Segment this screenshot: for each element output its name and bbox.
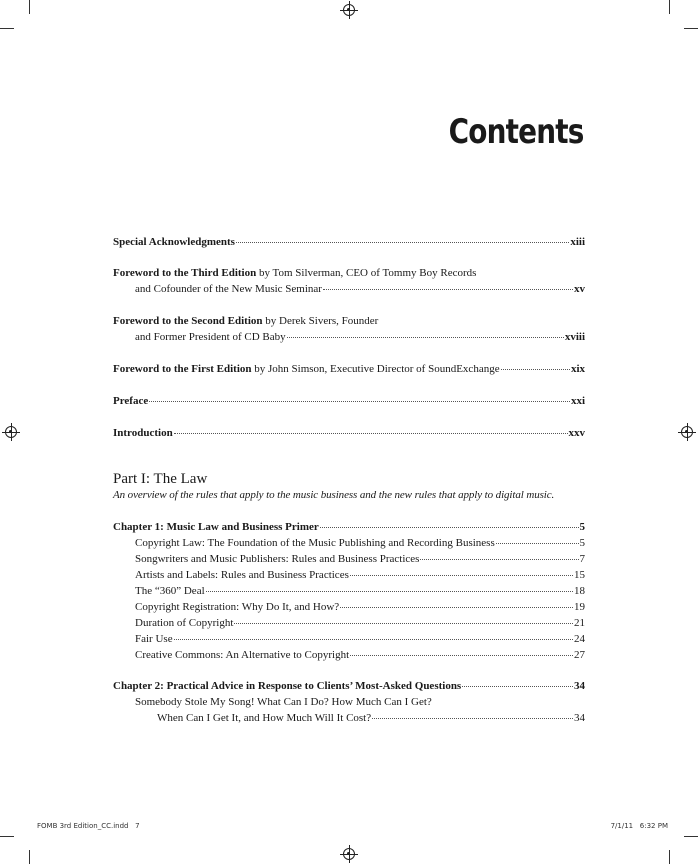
slug-file-info: FOMB 3rd Edition_CC.indd 7 — [37, 822, 140, 830]
section-title-continuation: When Can I Get It, and How Much Will It Cost? — [157, 712, 372, 724]
crop-mark — [669, 0, 670, 14]
section-title: Creative Commons: An Alternative to Copyright — [135, 649, 350, 661]
chapter-1 — [113, 519, 585, 663]
entry-title: Introduction — [113, 427, 173, 439]
section-title: Copyright Registration: Why Do It, and How? — [135, 601, 340, 613]
crop-mark — [29, 0, 30, 14]
registration-mark-icon — [343, 848, 355, 860]
page-number: 21 — [574, 617, 585, 629]
front-matter-list — [113, 425, 585, 441]
toc-entry[interactable] — [113, 393, 585, 409]
dot-leader — [234, 623, 573, 624]
page-number: xviii — [564, 331, 585, 343]
registration-mark-icon — [343, 4, 355, 16]
section-entry[interactable] — [113, 535, 585, 551]
part-subtitle: An overview of the rules that apply to the music business and the new rules that apply to digital music. — [113, 489, 555, 501]
page-number: xxv — [568, 427, 585, 439]
section-entry[interactable] — [113, 631, 585, 647]
crop-mark — [29, 850, 30, 864]
chapter-entry[interactable] — [113, 678, 585, 694]
section-entry[interactable] — [113, 710, 585, 726]
page-number: 34 — [574, 680, 585, 692]
entry-title: Foreword to the Second Edition — [113, 315, 263, 327]
section-entry[interactable] — [113, 583, 585, 599]
front-matter-list — [113, 234, 585, 250]
dot-leader — [462, 686, 573, 687]
chapter-entry[interactable] — [113, 519, 585, 535]
dot-leader — [420, 559, 578, 560]
toc-entry-line[interactable] — [113, 313, 585, 329]
front-matter-list — [113, 361, 585, 377]
page-number: 7 — [579, 553, 585, 565]
crop-mark — [0, 28, 14, 29]
dot-leader — [350, 655, 573, 656]
section-title: Somebody Stole My Song! What Can I Do? How Much Can I Get? — [135, 696, 432, 708]
page-number: 34 — [574, 712, 585, 724]
section-entry[interactable] — [113, 647, 585, 663]
crop-mark — [684, 28, 698, 29]
entry-byline: by Tom Silverman, CEO of Tommy Boy Records — [256, 267, 477, 279]
chapter-2 — [113, 678, 585, 726]
dot-leader — [320, 527, 579, 528]
page-title: Contents — [449, 112, 584, 152]
dot-leader — [350, 575, 573, 576]
page-number: 27 — [574, 649, 585, 661]
dot-leader — [287, 337, 564, 338]
crop-mark — [0, 836, 14, 837]
page-number: xv — [574, 283, 585, 295]
dot-leader — [501, 369, 570, 370]
entry-title: Foreword to the First Edition — [113, 363, 252, 375]
toc-entry[interactable] — [113, 281, 585, 297]
entry-title: Preface — [113, 395, 149, 407]
part-title: Part I: The Law — [113, 471, 208, 487]
toc-entry-line[interactable] — [113, 265, 585, 281]
section-entry[interactable] — [113, 551, 585, 567]
toc-entry[interactable] — [113, 361, 585, 377]
page-number: xix — [570, 363, 585, 375]
section-title: Duration of Copyright — [135, 617, 234, 629]
page-number: 5 — [579, 521, 585, 533]
dot-leader — [174, 433, 568, 434]
page-number: 15 — [574, 569, 585, 581]
front-matter-list — [113, 265, 585, 297]
part-heading — [113, 470, 585, 502]
entry-byline: by Derek Sivers, Founder — [262, 315, 379, 327]
section-title: Songwriters and Music Publishers: Rules and Business Practices — [135, 553, 420, 565]
registration-mark-icon — [5, 426, 17, 438]
entry-continuation: and Former President of CD Baby — [135, 331, 286, 343]
section-title: The “360” Deal — [135, 585, 205, 597]
page-number: 24 — [574, 633, 585, 645]
entry-continuation: and Cofounder of the New Music Seminar — [135, 283, 322, 295]
dot-leader — [206, 591, 573, 592]
slug-timestamp: 7/1/11 6:32 PM — [610, 822, 668, 830]
section-title: Fair Use — [135, 633, 173, 645]
dot-leader — [174, 639, 573, 640]
toc-entry[interactable] — [113, 234, 585, 250]
page-number: 18 — [574, 585, 585, 597]
registration-mark-icon — [681, 426, 693, 438]
dot-leader — [372, 718, 573, 719]
chapter-title: Chapter 2: Practical Advice in Response to Clients’ Most-Asked Questions — [113, 680, 462, 692]
entry-title: Special Acknowledgments — [113, 236, 235, 248]
dot-leader — [149, 401, 570, 402]
toc-entry[interactable] — [113, 425, 585, 441]
crop-mark — [669, 850, 670, 864]
page-number: 5 — [579, 537, 585, 549]
dot-leader — [496, 543, 579, 544]
section-entry[interactable] — [113, 599, 585, 615]
section-entry[interactable] — [113, 615, 585, 631]
section-title: Artists and Labels: Rules and Business Practices — [135, 569, 349, 581]
entry-byline: by John Simson, Executive Director of SoundExchange — [251, 363, 500, 375]
section-entry-line[interactable] — [113, 694, 585, 710]
chapter-title: Chapter 1: Music Law and Business Primer — [113, 521, 319, 533]
dot-leader — [323, 289, 573, 290]
page-number: xxi — [570, 395, 585, 407]
dot-leader — [236, 242, 569, 243]
crop-mark — [684, 836, 698, 837]
section-title: Copyright Law: The Foundation of the Music Publishing and Recording Business — [135, 537, 495, 549]
dot-leader — [340, 607, 573, 608]
toc-entry[interactable] — [113, 329, 585, 345]
entry-title: Foreword to the Third Edition — [113, 267, 257, 279]
front-matter-list — [113, 393, 585, 409]
section-entry[interactable] — [113, 567, 585, 583]
front-matter-list — [113, 313, 585, 345]
page-number: 19 — [574, 601, 585, 613]
page-number: xiii — [570, 236, 585, 248]
